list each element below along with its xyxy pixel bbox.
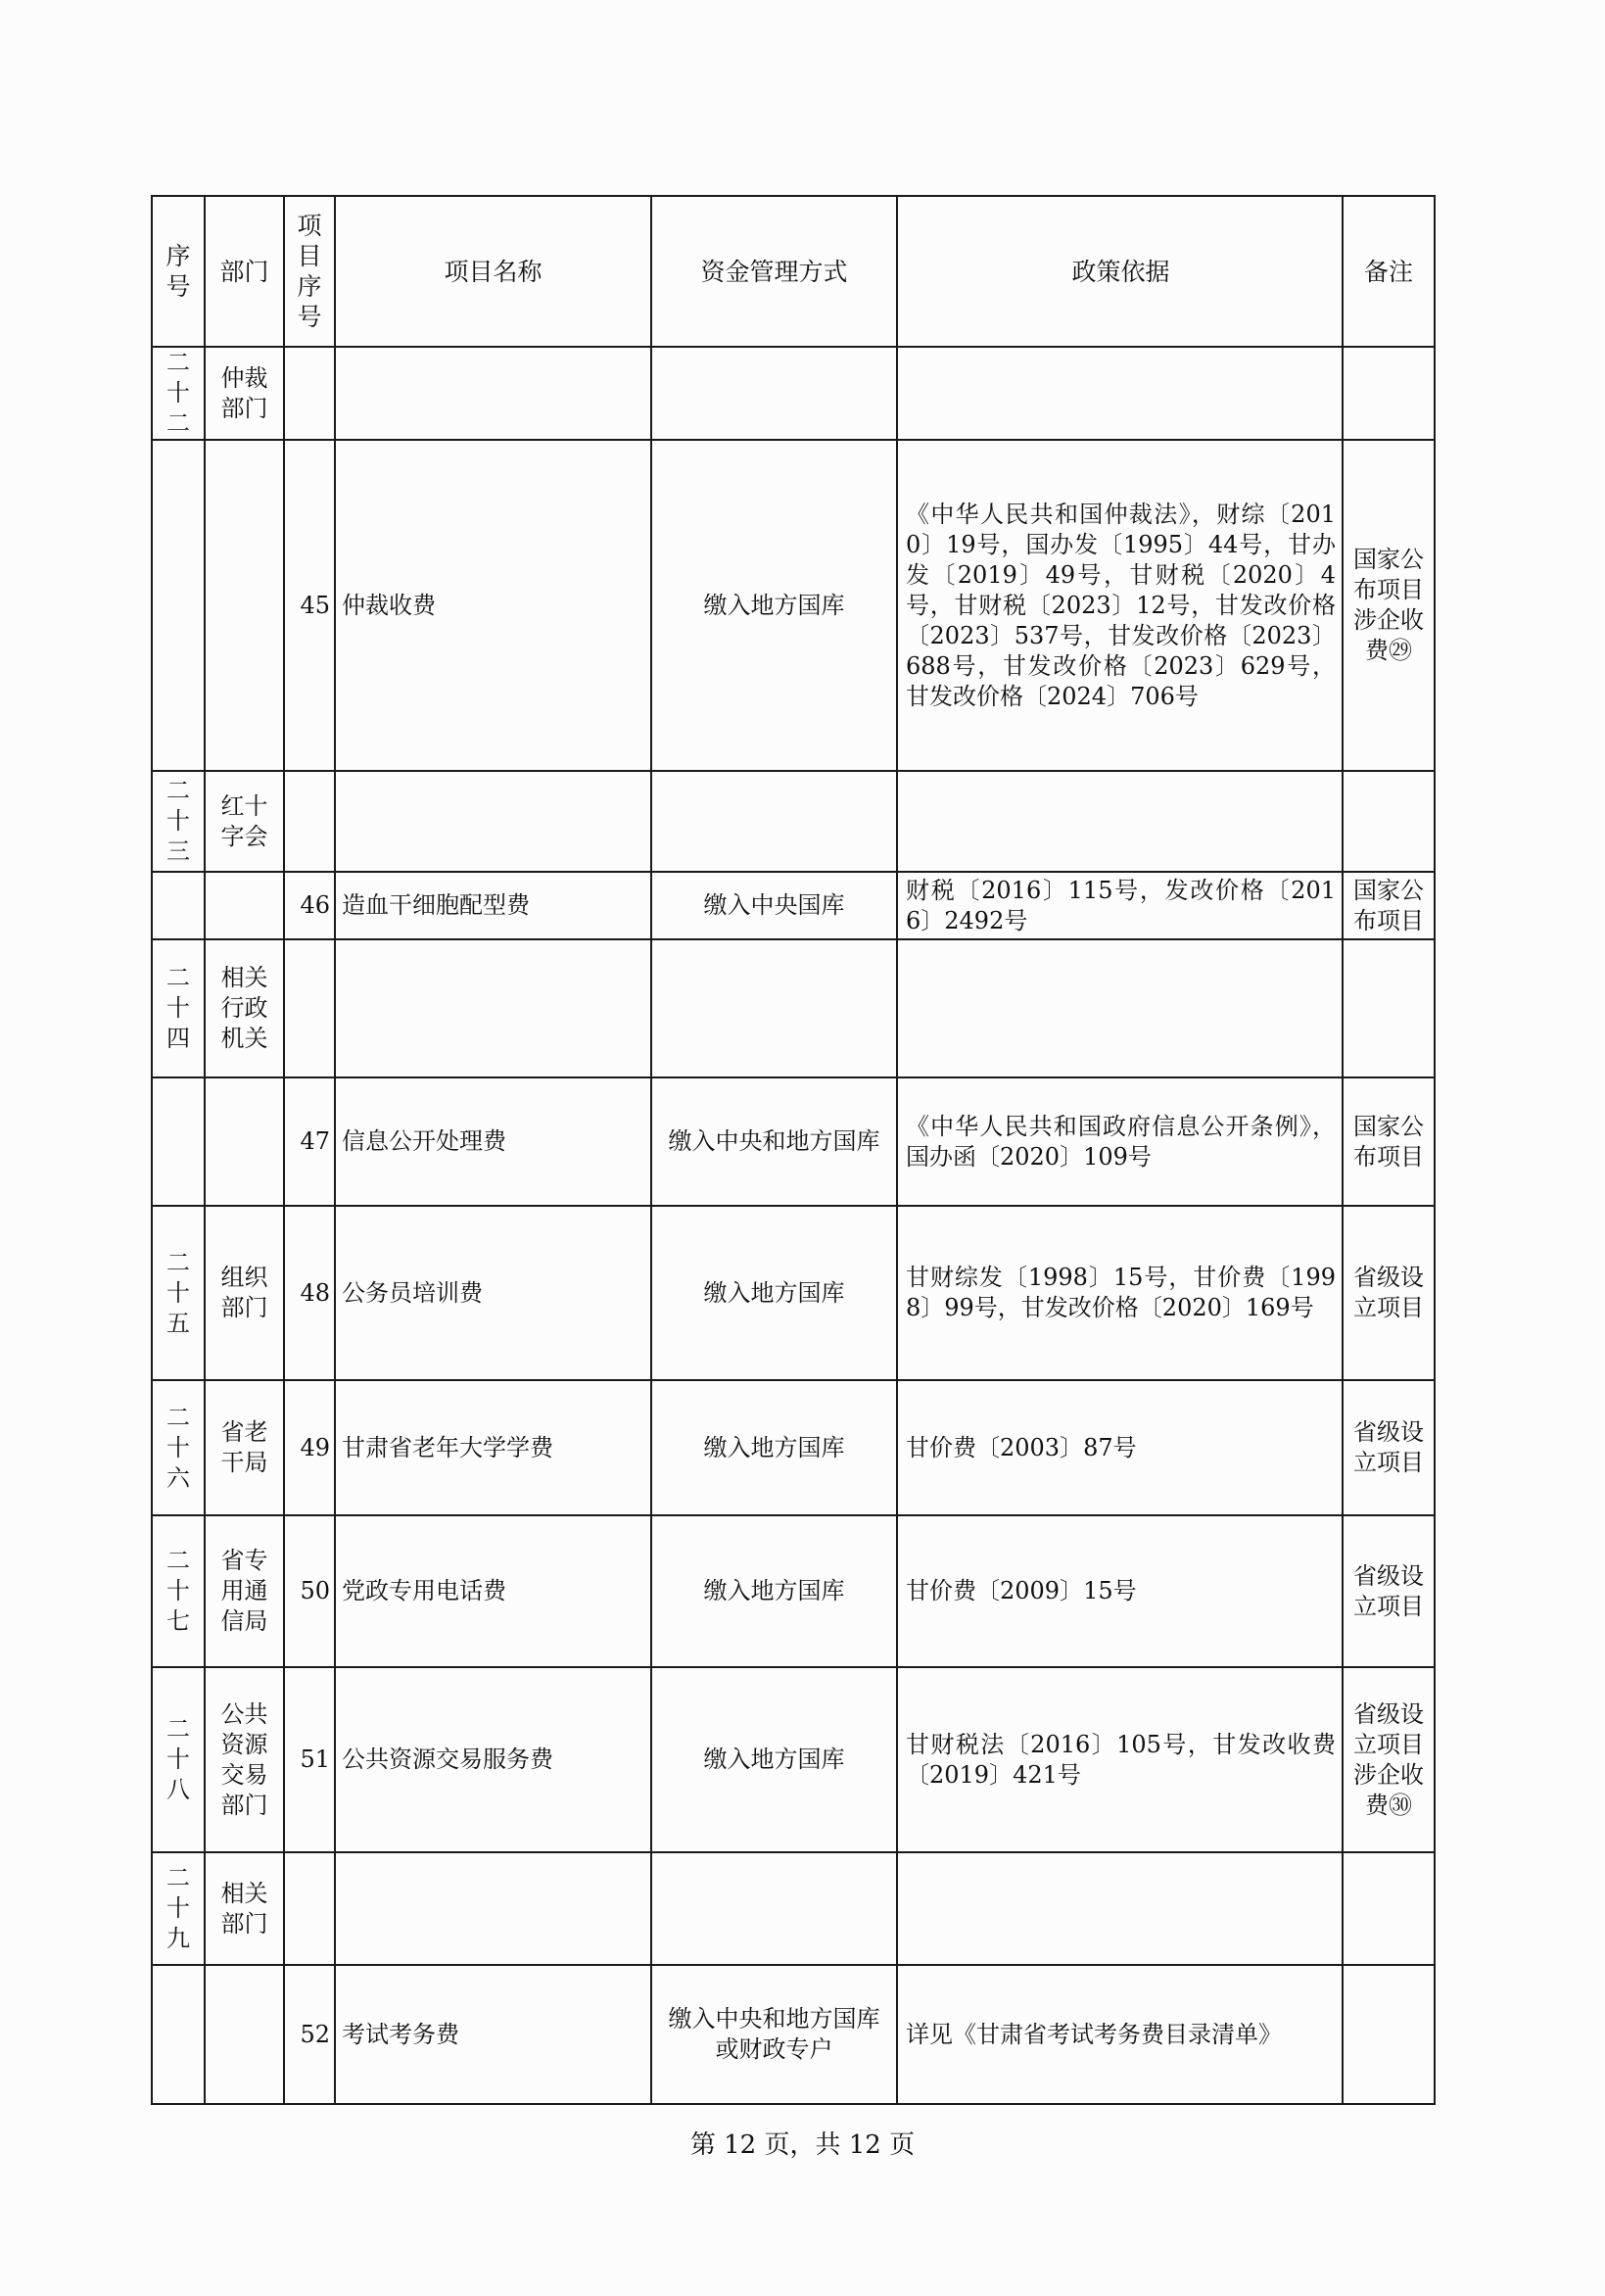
item-no-cell: 48 (284, 1206, 335, 1380)
header-dept: 部门 (205, 196, 284, 347)
header-fund-mgmt: 资金管理方式 (651, 196, 897, 347)
item-name-cell: 甘肃省老年大学学费 (335, 1380, 651, 1515)
item-name-cell (335, 771, 651, 872)
remark-cell (1343, 1852, 1435, 1965)
remark-cell: 国家公布项目 (1343, 1077, 1435, 1206)
policy-cell (897, 939, 1343, 1077)
table-row (152, 1515, 1435, 1667)
table-row (152, 440, 1435, 771)
item-no-cell (284, 939, 335, 1077)
table-row (152, 1965, 1435, 2104)
header-item-no: 项目序号 (284, 196, 335, 347)
header-row (152, 196, 1435, 347)
item-name-cell (335, 1852, 651, 1965)
header-policy: 政策依据 (897, 196, 1343, 347)
fund-cell (651, 1852, 897, 1965)
item-no-cell: 51 (284, 1667, 335, 1852)
policy-cell: 《中华人民共和国仲裁法》，财综〔2010〕19号，国办发〔1995〕44号，甘办发〔2019〕49号，甘财税〔2020〕4号，甘财税〔2023〕12号，甘发改价格〔2023〕537号，甘发改价格〔2023〕688号，甘发改价格〔2023〕629号，甘发改价格〔2024〕706号 (897, 440, 1343, 771)
item-no-cell: 46 (284, 872, 335, 939)
dept-cell: 组织部门 (205, 1206, 284, 1380)
item-name-cell: 公共资源交易服务费 (335, 1667, 651, 1852)
item-name-cell: 仲裁收费 (335, 440, 651, 771)
seq-cell: 二十六 (152, 1380, 205, 1515)
remark-cell: 省级设立项目 (1343, 1515, 1435, 1667)
dept-cell: 红十字会 (205, 771, 284, 872)
item-no-cell: 45 (284, 440, 335, 771)
table-row (152, 872, 1435, 939)
remark-cell: 省级设立项目 (1343, 1380, 1435, 1515)
item-name-cell: 党政专用电话费 (335, 1515, 651, 1667)
fund-cell (651, 939, 897, 1077)
dept-cell: 相关行政机关 (205, 939, 284, 1077)
table-row (152, 1852, 1435, 1965)
policy-cell: 甘价费〔2003〕87号 (897, 1380, 1343, 1515)
policy-cell: 甘价费〔2009〕15号 (897, 1515, 1343, 1667)
remark-cell: 国家公布项目 (1343, 872, 1435, 939)
fund-cell: 缴入地方国库 (651, 1515, 897, 1667)
seq-cell: 二十三 (152, 771, 205, 872)
table-row (152, 1380, 1435, 1515)
remark-cell (1343, 771, 1435, 872)
item-name-cell: 造血干细胞配型费 (335, 872, 651, 939)
remark-cell (1343, 939, 1435, 1077)
remark-cell: 国家公布项目涉企收费㉙ (1343, 440, 1435, 771)
item-no-cell: 50 (284, 1515, 335, 1667)
dept-cell (205, 1965, 284, 2104)
fund-cell: 缴入中央和地方国库或财政专户 (651, 1965, 897, 2104)
policy-cell (897, 771, 1343, 872)
fund-cell: 缴入地方国库 (651, 1667, 897, 1852)
table-row (152, 1077, 1435, 1206)
item-name-cell: 公务员培训费 (335, 1206, 651, 1380)
seq-cell: 二十五 (152, 1206, 205, 1380)
header-seq: 序号 (152, 196, 205, 347)
seq-cell: 二十二 (152, 347, 205, 440)
dept-cell: 相关部门 (205, 1852, 284, 1965)
seq-cell (152, 1077, 205, 1206)
policy-cell: 甘财税法〔2016〕105号，甘发改收费〔2019〕421号 (897, 1667, 1343, 1852)
remark-cell (1343, 347, 1435, 440)
header-item-name: 项目名称 (335, 196, 651, 347)
table-row (152, 1206, 1435, 1380)
fund-cell: 缴入地方国库 (651, 1380, 897, 1515)
fund-cell (651, 347, 897, 440)
fund-cell: 缴入地方国库 (651, 440, 897, 771)
seq-cell (152, 440, 205, 771)
dept-cell (205, 440, 284, 771)
fund-cell (651, 771, 897, 872)
item-no-cell: 52 (284, 1965, 335, 2104)
seq-cell: 二十四 (152, 939, 205, 1077)
item-no-cell: 49 (284, 1380, 335, 1515)
dept-cell: 省专用通信局 (205, 1515, 284, 1667)
fund-cell: 缴入中央和地方国库 (651, 1077, 897, 1206)
fee-table (151, 195, 1436, 2105)
seq-cell: 二十九 (152, 1852, 205, 1965)
remark-cell (1343, 1965, 1435, 2104)
item-no-cell (284, 347, 335, 440)
item-no-cell (284, 1852, 335, 1965)
policy-cell (897, 347, 1343, 440)
fund-cell: 缴入地方国库 (651, 1206, 897, 1380)
policy-cell: 财税〔2016〕115号，发改价格〔2016〕2492号 (897, 872, 1343, 939)
table-row (152, 347, 1435, 440)
item-no-cell (284, 771, 335, 872)
item-name-cell: 信息公开处理费 (335, 1077, 651, 1206)
remark-cell: 省级设立项目 (1343, 1206, 1435, 1380)
table-row (152, 1667, 1435, 1852)
dept-cell (205, 872, 284, 939)
header-remark: 备注 (1343, 196, 1435, 347)
dept-cell: 仲裁部门 (205, 347, 284, 440)
seq-cell (152, 1965, 205, 2104)
seq-cell: 二十七 (152, 1515, 205, 1667)
seq-cell: 二十八 (152, 1667, 205, 1852)
item-name-cell (335, 347, 651, 440)
seq-cell (152, 872, 205, 939)
dept-cell: 公共资源交易部门 (205, 1667, 284, 1852)
item-no-cell: 47 (284, 1077, 335, 1206)
policy-cell: 详见《甘肃省考试考务费目录清单》 (897, 1965, 1343, 2104)
page-number: 第 12 页，共 12 页 (689, 2130, 916, 2160)
item-name-cell (335, 939, 651, 1077)
remark-cell: 省级设立项目涉企收费㉚ (1343, 1667, 1435, 1852)
policy-cell: 甘财综发〔1998〕15号，甘价费〔1998〕99号，甘发改价格〔2020〕169号 (897, 1206, 1343, 1380)
item-name-cell: 考试考务费 (335, 1965, 651, 2104)
table-row (152, 939, 1435, 1077)
table-row (152, 771, 1435, 872)
dept-cell (205, 1077, 284, 1206)
policy-cell: 《中华人民共和国政府信息公开条例》，国办函〔2020〕109号 (897, 1077, 1343, 1206)
dept-cell: 省老干局 (205, 1380, 284, 1515)
fund-cell: 缴入中央国库 (651, 872, 897, 939)
policy-cell (897, 1852, 1343, 1965)
